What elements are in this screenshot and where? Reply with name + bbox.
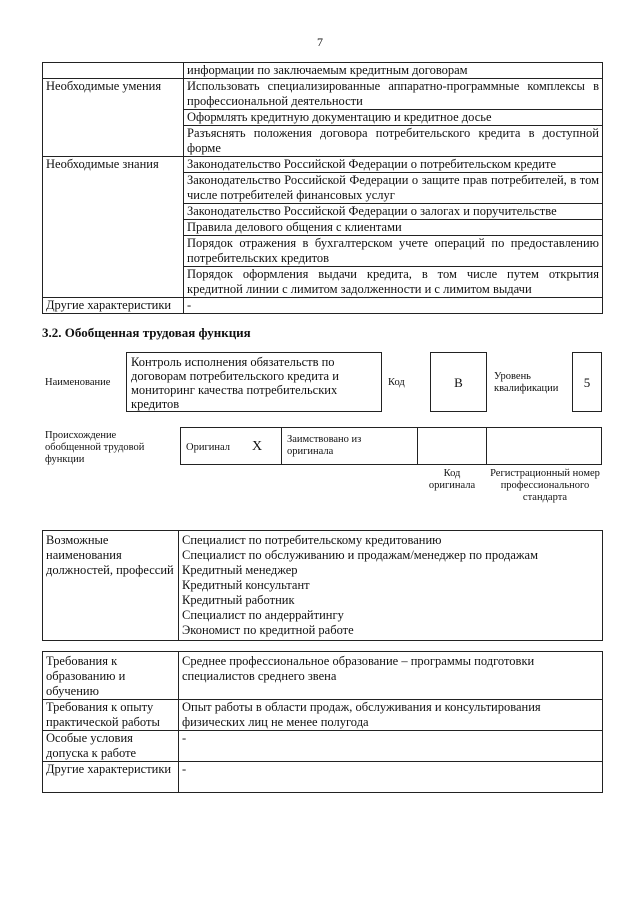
requirement-label: Другие характеристики bbox=[43, 762, 179, 793]
original-mark: X bbox=[252, 439, 263, 454]
position-item: Специалист по андеррайтингу bbox=[179, 608, 603, 623]
origin-label: Происхождение обобщенной трудовой функции bbox=[45, 430, 145, 465]
level-value: 5 bbox=[583, 375, 591, 390]
origin-code-caption: Код оригинала bbox=[428, 468, 476, 491]
name-label: Наименование bbox=[45, 377, 111, 388]
table-row bbox=[43, 157, 603, 173]
borrowed-label: Заимствовано из оригинала bbox=[287, 434, 362, 457]
positions-table bbox=[42, 530, 603, 641]
position-item: Специалист по потребительскому кредитованию bbox=[179, 531, 603, 549]
skill-item: Оформлять кредитную документацию и кредитное досье bbox=[184, 110, 603, 126]
table-row bbox=[43, 531, 603, 549]
skill-item: Разъяснять положения договора потребительского кредита в доступной форме bbox=[184, 126, 603, 157]
table-row bbox=[43, 731, 603, 762]
table-row bbox=[43, 63, 603, 79]
requirement-value: - bbox=[179, 762, 603, 793]
level-box bbox=[572, 352, 602, 412]
knowledge-item: Порядок оформления выдачи кредита, в том числе путем открытия кредитной линии с лимитом задолженности и с лимитом выдачи bbox=[184, 267, 603, 298]
page-number: 7 bbox=[317, 35, 323, 49]
skills-table bbox=[42, 62, 603, 314]
requirements-table bbox=[42, 651, 603, 793]
origin-box bbox=[180, 427, 602, 465]
name-box bbox=[126, 352, 382, 412]
requirement-value: Опыт работы в области продаж, обслуживания и консультирования физических лиц не менее полугода bbox=[179, 700, 603, 731]
position-item: Кредитный работник bbox=[179, 593, 603, 608]
row-label-other: Другие характеристики bbox=[43, 298, 184, 314]
requirement-value: Среднее профессиональное образование – программы подготовки специалистов среднего звена bbox=[179, 652, 603, 700]
code-label: Код bbox=[388, 377, 405, 388]
knowledge-item: Законодательство Российской Федерации о защите прав потребителей, в том числе потребителей финансовых услуг bbox=[184, 173, 603, 204]
reg-number-caption: Регистрационный номер профессионального стандарта bbox=[490, 468, 600, 503]
continuation-text: информации по заключаемым кредитным договорам bbox=[184, 63, 603, 79]
requirement-value: - bbox=[179, 731, 603, 762]
table-row bbox=[43, 762, 603, 793]
row-label-knowledge: Необходимые знания bbox=[43, 157, 184, 298]
origin-divider-2 bbox=[417, 427, 418, 465]
position-item: Специалист по обслуживанию и продажам/менеджер по продажам bbox=[179, 548, 603, 563]
section-heading: 3.2. Обобщенная трудовая функция bbox=[42, 325, 251, 340]
table-row bbox=[43, 298, 603, 314]
code-value: B bbox=[454, 375, 463, 390]
positions-label: Возможные наименования должностей, профессий bbox=[43, 531, 179, 641]
knowledge-item: Правила делового общения с клиентами bbox=[184, 220, 603, 236]
origin-divider-1 bbox=[281, 427, 282, 465]
original-label: Оригинал bbox=[186, 442, 230, 453]
requirement-label: Требования к опыту практической работы bbox=[43, 700, 179, 731]
row-label-empty bbox=[43, 63, 184, 79]
position-item: Кредитный консультант bbox=[179, 578, 603, 593]
name-value: Контроль исполнения обязательств по договорам потребительского кредита и мониторинг качества потребительских кредитов bbox=[131, 355, 339, 411]
knowledge-item: Порядок отражения в бухгалтерском учете операций по предоставлению потребительских кредитов bbox=[184, 236, 603, 267]
table-row bbox=[43, 700, 603, 731]
requirement-label: Требования к образованию и обучению bbox=[43, 652, 179, 700]
row-label-skills: Необходимые умения bbox=[43, 79, 184, 157]
other-value: - bbox=[184, 298, 603, 314]
code-box bbox=[430, 352, 487, 412]
knowledge-item: Законодательство Российской Федерации о залогах и поручительстве bbox=[184, 204, 603, 220]
origin-divider-3 bbox=[486, 427, 487, 465]
table-row bbox=[43, 79, 603, 110]
requirement-label: Особые условия допуска к работе bbox=[43, 731, 179, 762]
knowledge-item: Законодательство Российской Федерации о потребительском кредите bbox=[184, 157, 603, 173]
position-item: Экономист по кредитной работе bbox=[179, 623, 603, 641]
position-item: Кредитный менеджер bbox=[179, 563, 603, 578]
table-row bbox=[43, 652, 603, 700]
level-label: Уровень квалификации bbox=[494, 371, 559, 394]
skill-item: Использовать специализированные аппаратно-программные комплексы в профессиональной деятельности bbox=[184, 79, 603, 110]
